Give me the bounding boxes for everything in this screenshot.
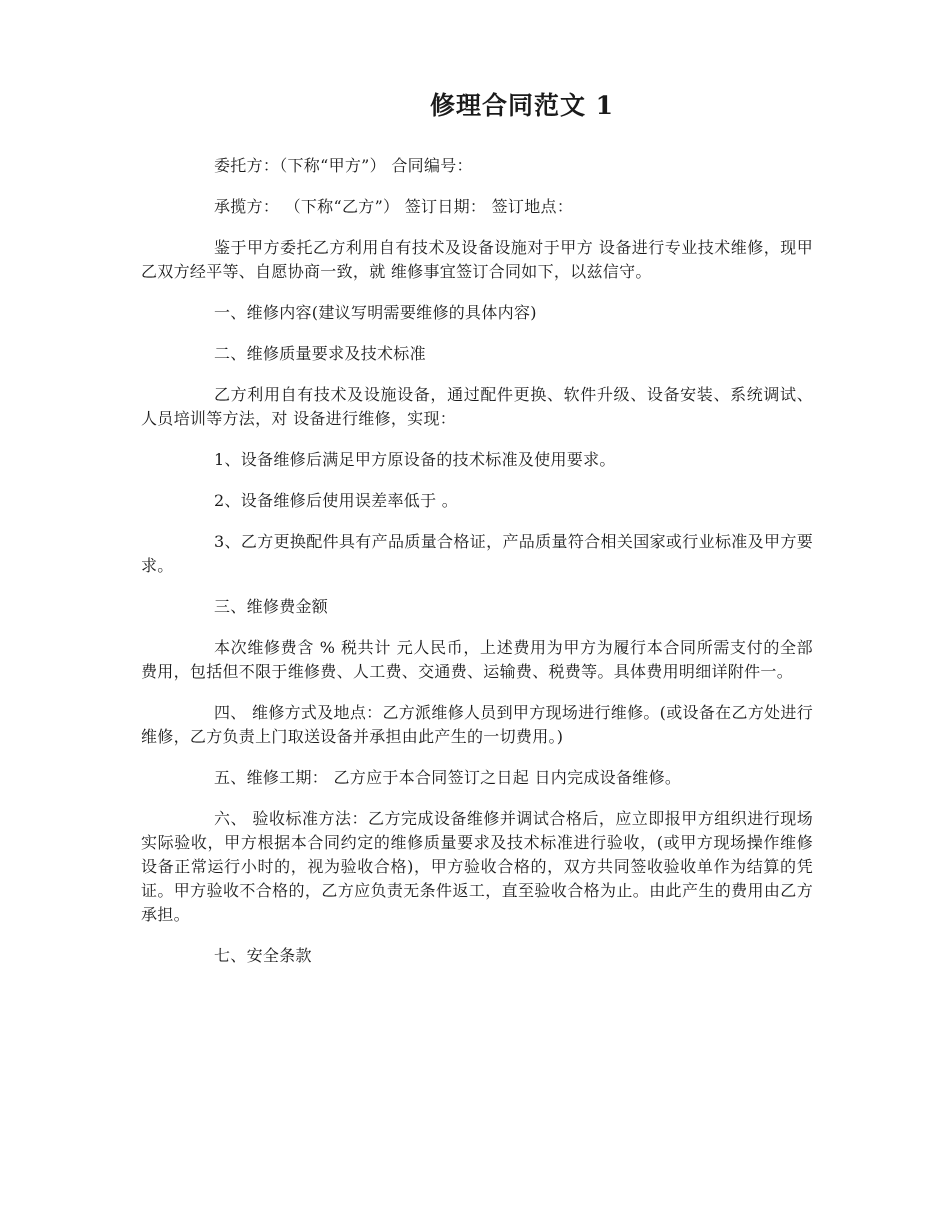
list-item-requirement-2: 2、设备维修后使用误差率低于 。 <box>214 491 459 510</box>
paragraph-preamble: 鉴于甲方委托乙方利用自有技术及设备设施对于甲方 设备进行专业技术维修，现甲乙双方经平等、自愿协商一致，就 维修事宜签订合同如下，以兹信守。 <box>141 238 813 281</box>
paragraph-maintenance-period: 五、维修工期： 乙方应于本合同签订之日起 日内完成设备维修。 <box>214 768 682 787</box>
list-item-requirement-1: 1、设备维修后满足甲方原设备的技术标准及使用要求。 <box>214 450 616 469</box>
paragraph-acceptance-standards: 六、 验收标准方法：乙方完成设备维修并调试合格后，应立即报甲方组织进行现场实际验收，甲方根据本合同约定的维修质量要求及技术标准进行验收，(或甲方现场操作维修设备正常运行小时的，视为验收合格)，甲方验收合格的，双方共同签收验收单作为结算的凭证。甲方验收不合格的，乙方应负责无条件返工，直至验收合格为止。由此产生的费用由乙方承担。 <box>141 809 813 924</box>
paragraph-client: 委托方：（下称“甲方”） 合同编号： <box>214 156 473 175</box>
document-title: 修理合同范文 1 <box>429 91 615 120</box>
document-body <box>141 154 813 985</box>
paragraph-quality-methods: 乙方利用自有技术及设施设备，通过配件更换、软件升级、设备安装、系统调试、人员培训等方法，对 设备进行维修，实现： <box>141 385 813 428</box>
section-heading-safety-terms: 七、安全条款 <box>214 946 312 965</box>
paragraph-fee-details: 本次维修费含 % 税共计 元人民币，上述费用为甲方为履行本合同所需支付的全部费用，包括但不限于维修费、人工费、交通费、运输费、税费等。具体费用明细详附件一。 <box>141 638 813 681</box>
section-heading-quality-standards: 二、维修质量要求及技术标准 <box>214 344 426 363</box>
list-item-requirement-3: 3、乙方更换配件具有产品质量合格证，产品质量符合相关国家或行业标准及甲方要求。 <box>141 532 813 575</box>
paragraph-maintenance-method: 四、 维修方式及地点：乙方派维修人员到甲方现场进行维修。(或设备在乙方处进行维修，乙方负责上门取送设备并承担由此产生的一切费用。) <box>141 703 813 746</box>
section-heading-fee-amount: 三、维修费金额 <box>214 597 329 616</box>
paragraph-contractor: 承揽方： （下称“乙方”） 签订日期： 签订地点： <box>214 197 574 216</box>
section-heading-maintenance-content: 一、维修内容(建议写明需要维修的具体内容) <box>214 303 537 322</box>
